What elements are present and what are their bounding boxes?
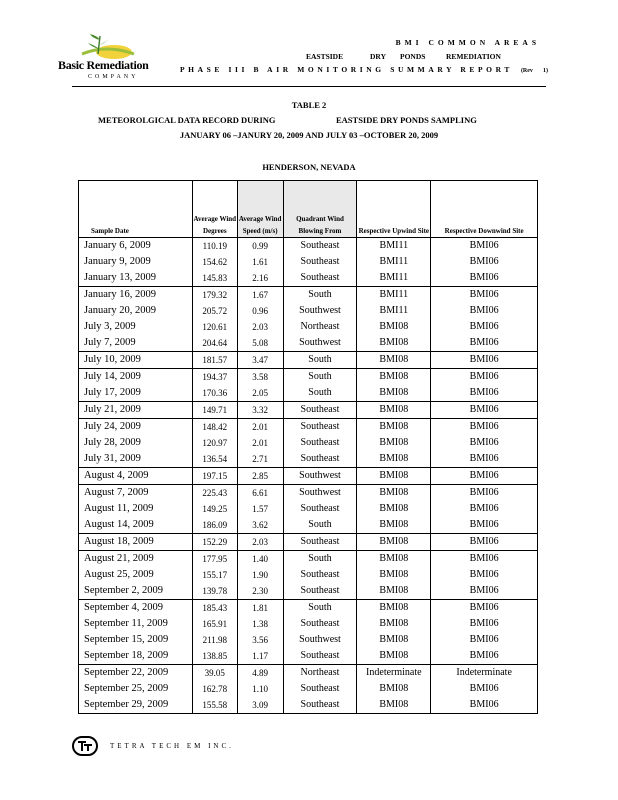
cell-quadrant: South: [283, 551, 357, 568]
cell-date: September 4, 2009: [79, 600, 193, 617]
cell-quadrant: Southeast: [283, 534, 357, 551]
table-row: [79, 600, 538, 617]
cell-quadrant: South: [283, 287, 357, 304]
header-rule: [72, 86, 546, 87]
table-row: [79, 335, 538, 352]
cell-wind-speed: 2.85: [237, 468, 283, 485]
table-row: [79, 451, 538, 468]
cell-downwind-site: BMI06: [469, 437, 499, 448]
footer-text: TETRA TECH EM INC.: [110, 742, 234, 750]
cell-downwind-site: BMI06: [431, 369, 538, 386]
cell-quadrant: South: [283, 600, 357, 617]
cell-wind-degrees: 205.72: [192, 303, 237, 319]
cell-upwind-site: BMI08: [357, 435, 431, 451]
cell-wind-speed: 6.61: [237, 485, 283, 502]
cell-date: August 4, 2009: [79, 468, 193, 485]
cell-upwind-site: BMI08: [357, 583, 431, 600]
cell-wind-degrees: 170.36: [192, 385, 237, 402]
cell-downwind-site: BMI06: [469, 503, 499, 514]
cell-downwind-site: BMI06: [469, 569, 499, 580]
cell-quadrant: Southeast: [283, 270, 357, 287]
cell-upwind-site: BMI08: [357, 402, 431, 419]
cell-downwind-site: BMI06: [469, 618, 499, 629]
cell-quadrant: Southeast: [283, 451, 357, 468]
cell-upwind-site: BMI08: [357, 616, 431, 632]
table-title-b: EASTSIDE DRY PONDS SAMPLING: [336, 115, 477, 125]
cell-wind-degrees: 155.17: [192, 567, 237, 583]
table-row: [79, 419, 538, 436]
cell-date: September 25, 2009: [79, 681, 193, 697]
cell-quadrant: South: [283, 517, 357, 534]
cell-wind-degrees: 185.43: [192, 600, 237, 617]
cell-quadrant: Southeast: [283, 402, 357, 419]
cell-quadrant: South: [283, 385, 357, 402]
cell-wind-speed: 1.81: [237, 600, 283, 617]
cell-quadrant: Southeast: [283, 419, 357, 436]
table-row: [79, 303, 538, 319]
cell-wind-speed: 1.40: [237, 551, 283, 568]
cell-upwind-site: BMI08: [357, 648, 431, 665]
cell-downwind-site: Indeterminate: [431, 665, 538, 682]
cell-upwind-site: BMI08: [357, 468, 431, 485]
table-row: [79, 567, 538, 583]
cell-date: July 3, 2009: [79, 319, 193, 335]
cell-quadrant: Southeast: [283, 238, 357, 255]
table-row: [79, 402, 538, 419]
cell-upwind-site: BMI08: [357, 319, 431, 335]
table-row: [79, 254, 538, 270]
table-row: [79, 648, 538, 665]
cell-downwind-site: BMI06: [469, 387, 499, 398]
cell-downwind-site: BMI06: [469, 272, 499, 283]
cell-downwind-site: BMI06: [469, 683, 499, 694]
cell-quadrant: Southeast: [283, 681, 357, 697]
cell-wind-speed: 1.90: [237, 567, 283, 583]
cell-upwind-site: BMI11: [357, 270, 431, 287]
cell-date: September 29, 2009: [79, 697, 193, 714]
cell-upwind-site: Indeterminate: [357, 665, 431, 682]
cell-wind-degrees: 138.85: [192, 648, 237, 665]
cell-wind-speed: 2.01: [237, 419, 283, 436]
cell-upwind-site: BMI08: [357, 681, 431, 697]
cell-downwind-site: BMI06: [431, 352, 538, 369]
col-wind-degrees: Average Wind Degrees: [192, 181, 237, 238]
table-number: TABLE 2: [291, 100, 327, 110]
cell-wind-speed: 1.38: [237, 616, 283, 632]
cell-wind-speed: 3.47: [237, 352, 283, 369]
cell-quadrant: Southeast: [283, 583, 357, 600]
cell-downwind-site: BMI06: [431, 468, 538, 485]
company-logo: [58, 34, 168, 82]
cell-downwind-site: BMI06: [469, 699, 499, 710]
col-downwind-site: Respective Downwind Site: [431, 181, 538, 238]
cell-wind-speed: 2.71: [237, 451, 283, 468]
cell-quadrant: Northeast: [283, 665, 357, 682]
cell-date: September 15, 2009: [79, 632, 193, 648]
table-row: [79, 534, 538, 551]
cell-wind-degrees: 165.91: [192, 616, 237, 632]
cell-downwind-site: BMI06: [469, 585, 499, 596]
header-ponds: PONDS: [400, 52, 426, 61]
cell-date: August 25, 2009: [79, 567, 193, 583]
cell-date: August 14, 2009: [79, 517, 193, 534]
cell-upwind-site: BMI11: [357, 238, 431, 255]
cell-date: July 31, 2009: [79, 451, 193, 468]
table-row: [79, 583, 538, 600]
cell-wind-degrees: 181.57: [192, 352, 237, 369]
cell-date: July 24, 2009: [79, 419, 193, 436]
cell-downwind-site: BMI06: [469, 337, 499, 348]
cell-downwind-site: BMI06: [469, 519, 499, 530]
table-row: [79, 319, 538, 335]
table-row: [79, 287, 538, 304]
cell-wind-speed: 3.09: [237, 697, 283, 714]
cell-quadrant: Southwest: [283, 632, 357, 648]
cell-downwind-site: BMI06: [431, 534, 538, 551]
cell-wind-speed: 2.03: [237, 319, 283, 335]
cell-downwind-site: BMI06: [431, 600, 538, 617]
table-row: [79, 697, 538, 714]
cell-upwind-site: BMI08: [357, 600, 431, 617]
cell-wind-degrees: 155.58: [192, 697, 237, 714]
cell-downwind-site: BMI06: [469, 305, 499, 316]
cell-wind-degrees: 148.42: [192, 419, 237, 436]
cell-date: July 10, 2009: [79, 352, 193, 369]
table-row: [79, 665, 538, 682]
cell-upwind-site: BMI08: [357, 501, 431, 517]
report-title: PHASE III B AIR MONITORING SUMMARY REPORT: [180, 65, 513, 74]
cell-upwind-site: BMI11: [357, 287, 431, 304]
cell-wind-speed: 2.01: [237, 435, 283, 451]
cell-upwind-site: BMI08: [357, 385, 431, 402]
cell-downwind-site: BMI06: [431, 402, 538, 419]
table-row: [79, 369, 538, 386]
cell-wind-degrees: 154.62: [192, 254, 237, 270]
cell-wind-degrees: 145.83: [192, 270, 237, 287]
cell-upwind-site: BMI08: [357, 534, 431, 551]
cell-quadrant: Southeast: [283, 435, 357, 451]
tetra-tech-logo-icon: [72, 736, 98, 756]
cell-quadrant: Southwest: [283, 335, 357, 352]
col-upwind-site: Respective Upwind Site: [357, 181, 431, 238]
cell-wind-speed: 1.67: [237, 287, 283, 304]
cell-date: August 7, 2009: [79, 485, 193, 502]
table-row: [79, 616, 538, 632]
cell-wind-degrees: 194.37: [192, 369, 237, 386]
cell-downwind-site: BMI06: [469, 453, 499, 464]
cell-downwind-site: BMI06: [469, 240, 499, 251]
cell-date: January 6, 2009: [79, 238, 193, 255]
table-row: [79, 501, 538, 517]
cell-wind-speed: 2.03: [237, 534, 283, 551]
meteorological-table: [78, 180, 538, 714]
table-row: [79, 435, 538, 451]
table-row: [79, 681, 538, 697]
header-dry: DRY: [370, 52, 386, 61]
cell-date: August 21, 2009: [79, 551, 193, 568]
cell-upwind-site: BMI11: [357, 303, 431, 319]
col-wind-speed: Average Wind Speed (m/s): [237, 181, 283, 238]
cell-date: January 20, 2009: [79, 303, 193, 319]
cell-quadrant: Southeast: [283, 567, 357, 583]
table-location: HENDERSON, NEVADA: [262, 162, 356, 172]
cell-upwind-site: BMI08: [357, 697, 431, 714]
cell-downwind-site: BMI06: [431, 551, 538, 568]
table-row: [79, 632, 538, 648]
header-row: [79, 181, 538, 238]
cell-quadrant: Southwest: [283, 468, 357, 485]
table-row: [79, 352, 538, 369]
header-eastside: EASTSIDE: [306, 52, 344, 61]
cell-wind-degrees: 110.19: [192, 238, 237, 255]
cell-date: July 17, 2009: [79, 385, 193, 402]
cell-wind-degrees: 197.15: [192, 468, 237, 485]
cell-date: September 2, 2009: [79, 583, 193, 600]
cell-wind-degrees: 211.98: [192, 632, 237, 648]
cell-date: July 14, 2009: [79, 369, 193, 386]
revision: (Rev: [520, 68, 533, 74]
cell-date: September 18, 2009: [79, 648, 193, 665]
cell-upwind-site: BMI11: [357, 254, 431, 270]
cell-downwind-site: BMI06: [431, 287, 538, 304]
cell-downwind-site: BMI06: [431, 485, 538, 502]
cell-date: January 16, 2009: [79, 287, 193, 304]
cell-quadrant: Southwest: [283, 303, 357, 319]
cell-wind-speed: 1.61: [237, 254, 283, 270]
cell-upwind-site: BMI08: [357, 352, 431, 369]
cell-wind-speed: 3.32: [237, 402, 283, 419]
cell-downwind-site: BMI06: [469, 256, 499, 267]
cell-date: September 11, 2009: [79, 616, 193, 632]
cell-quadrant: South: [283, 352, 357, 369]
table-row: [79, 468, 538, 485]
cell-wind-speed: 3.62: [237, 517, 283, 534]
cell-upwind-site: BMI08: [357, 632, 431, 648]
cell-date: July 21, 2009: [79, 402, 193, 419]
cell-wind-degrees: 39.05: [192, 665, 237, 682]
cell-quadrant: Southeast: [283, 254, 357, 270]
table-row: [79, 385, 538, 402]
cell-wind-speed: 4.89: [237, 665, 283, 682]
table-row: [79, 517, 538, 534]
col-quadrant: Quadrant Wind Blowing From: [283, 181, 357, 238]
cell-wind-degrees: 179.32: [192, 287, 237, 304]
cell-wind-degrees: 162.78: [192, 681, 237, 697]
cell-quadrant: Southeast: [283, 616, 357, 632]
cell-wind-speed: 3.56: [237, 632, 283, 648]
cell-quadrant: Northeast: [283, 319, 357, 335]
page-number: 1): [542, 68, 548, 74]
cell-wind-degrees: 225.43: [192, 485, 237, 502]
cell-wind-degrees: 204.64: [192, 335, 237, 352]
cell-quadrant: Southeast: [283, 648, 357, 665]
cell-quadrant: Southeast: [283, 501, 357, 517]
cell-upwind-site: BMI08: [357, 335, 431, 352]
col-sample-date: Sample Date: [79, 181, 193, 238]
cell-date: July 7, 2009: [79, 335, 193, 352]
cell-downwind-site: BMI06: [469, 321, 499, 332]
cell-quadrant: Southeast: [283, 697, 357, 714]
header-line1: BMI COMMON AREAS: [395, 38, 540, 47]
cell-downwind-site: BMI06: [469, 650, 499, 661]
cell-date: July 28, 2009: [79, 435, 193, 451]
cell-wind-degrees: 139.78: [192, 583, 237, 600]
cell-date: January 13, 2009: [79, 270, 193, 287]
cell-wind-speed: 2.30: [237, 583, 283, 600]
cell-wind-degrees: 120.61: [192, 319, 237, 335]
cell-wind-speed: 0.96: [237, 303, 283, 319]
cell-wind-speed: 2.05: [237, 385, 283, 402]
footer: [72, 736, 234, 756]
cell-quadrant: Southwest: [283, 485, 357, 502]
header-report-title: [180, 65, 548, 74]
table-row: [79, 238, 538, 255]
company-name: Basic Remediation: [58, 58, 149, 72]
cell-upwind-site: BMI08: [357, 369, 431, 386]
cell-wind-degrees: 152.29: [192, 534, 237, 551]
cell-wind-speed: 1.17: [237, 648, 283, 665]
table-row: [79, 551, 538, 568]
cell-upwind-site: BMI08: [357, 567, 431, 583]
cell-downwind-site: BMI06: [469, 634, 499, 645]
cell-wind-speed: 2.16: [237, 270, 283, 287]
cell-wind-speed: 0.99: [237, 238, 283, 255]
table-title-a: METEOROLGICAL DATA RECORD DURING: [98, 115, 276, 125]
cell-wind-speed: 1.10: [237, 681, 283, 697]
cell-upwind-site: BMI08: [357, 517, 431, 534]
cell-date: August 18, 2009: [79, 534, 193, 551]
cell-wind-speed: 3.58: [237, 369, 283, 386]
company-sub: COMPANY: [88, 74, 139, 80]
cell-upwind-site: BMI08: [357, 551, 431, 568]
cell-wind-degrees: 186.09: [192, 517, 237, 534]
table-date-range: JANUARY 06 –JANURY 20, 2009 AND JULY 03 –OCTOBER 20, 2009: [179, 130, 439, 140]
cell-wind-degrees: 120.97: [192, 435, 237, 451]
cell-upwind-site: BMI08: [357, 485, 431, 502]
cell-upwind-site: BMI08: [357, 419, 431, 436]
cell-wind-degrees: 136.54: [192, 451, 237, 468]
cell-date: August 11, 2009: [79, 501, 193, 517]
cell-wind-degrees: 149.25: [192, 501, 237, 517]
cell-wind-degrees: 149.71: [192, 402, 237, 419]
cell-wind-speed: 5.08: [237, 335, 283, 352]
cell-upwind-site: BMI08: [357, 451, 431, 468]
table-row: [79, 270, 538, 287]
header-remediation: REMEDIATION: [446, 52, 501, 61]
cell-downwind-site: BMI06: [431, 419, 538, 436]
cell-quadrant: South: [283, 369, 357, 386]
cell-date: January 9, 2009: [79, 254, 193, 270]
cell-wind-degrees: 177.95: [192, 551, 237, 568]
cell-wind-speed: 1.57: [237, 501, 283, 517]
table-row: [79, 485, 538, 502]
sun-plant-logo-icon: [76, 34, 136, 60]
cell-date: September 22, 2009: [79, 665, 193, 682]
